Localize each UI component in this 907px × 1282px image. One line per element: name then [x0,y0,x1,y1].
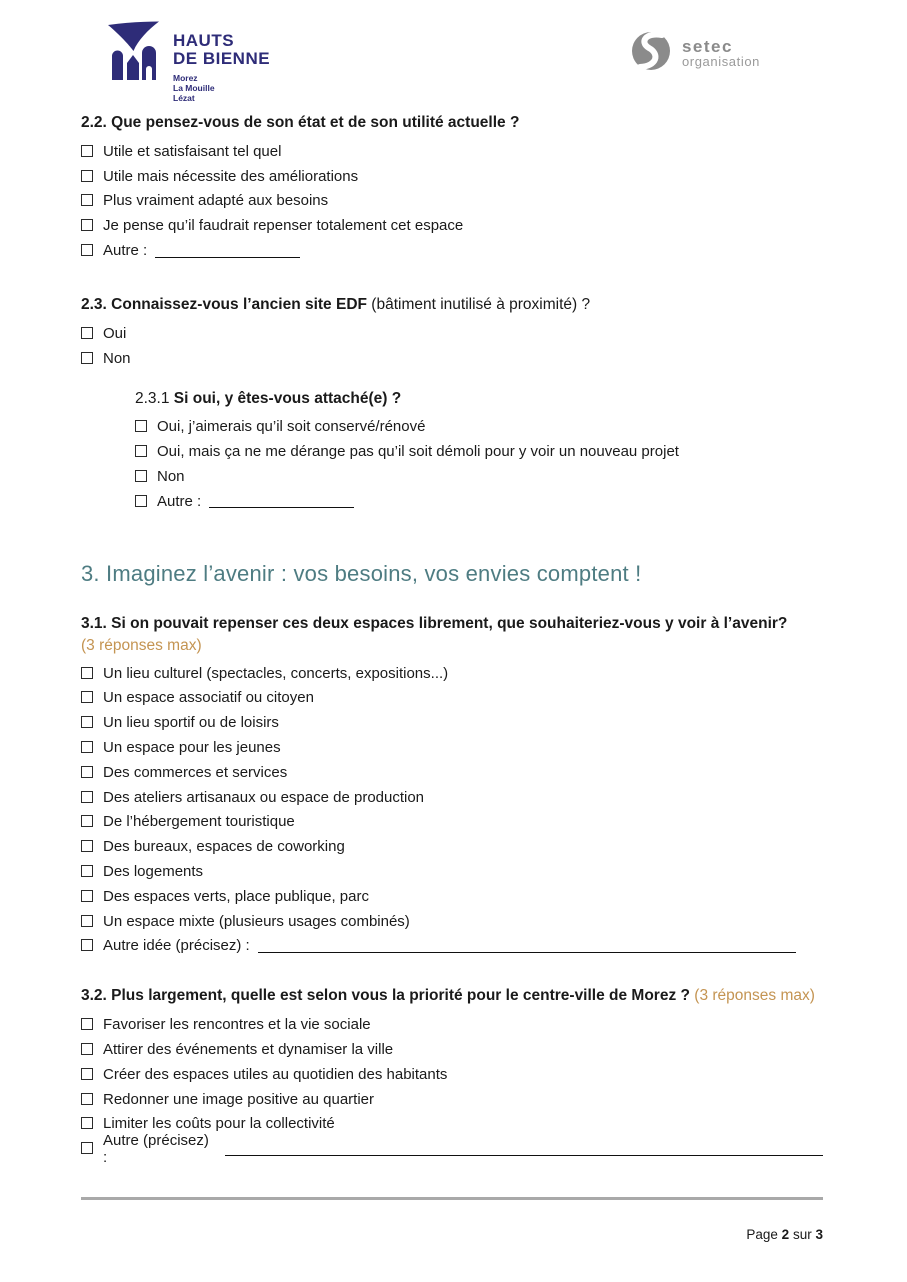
fill-in-line[interactable] [209,494,354,508]
checkbox[interactable] [81,352,93,364]
question-3-2-title: 3.2. Plus largement, quelle est selon vous la priorité pour le centre-ville de Morez ? [81,987,690,1005]
option-row [81,760,823,785]
option-label: De l’hébergement touristique [103,813,295,831]
option-label: Utile mais nécessite des améliorations [103,167,359,185]
checkbox[interactable] [135,495,147,507]
hauts-de-bienne-logo [105,20,270,103]
option-label: Non [103,349,131,367]
checkbox[interactable] [81,815,93,827]
question-3-2 [81,985,823,1166]
option-label: Non [157,468,185,486]
option-label: Plus vraiment adapté aux besoins [103,192,329,210]
checkbox[interactable] [81,766,93,778]
hauts-de-bienne-logo-icon [105,20,163,91]
option-row [81,213,823,238]
page-number-current: 2 [781,1227,790,1242]
option-label: Un espace mixte (plusieurs usages combinés) [103,912,410,930]
option-label: Des ateliers artisanaux ou espace de production [103,788,425,806]
setec-logo [630,20,760,77]
option-row [81,735,823,760]
option-row [81,834,823,859]
option-label: Un lieu culturel (spectacles, concerts, expositions...) [103,664,449,682]
question-2-3-1-number: 2.3.1 [135,389,170,407]
checkbox[interactable] [81,865,93,877]
checkbox[interactable] [81,1043,93,1055]
setec-text [681,36,760,69]
option-label: Un lieu sportif ou de loisirs [103,714,279,732]
option-label: Créer des espaces utiles au quotidien des habitants [103,1065,448,1083]
option-row [81,321,823,346]
checkbox[interactable] [81,667,93,679]
option-label: Favoriser les rencontres et la vie sociale [103,1016,371,1034]
brand-sub-la-mouille: La Mouille [173,83,215,93]
setec-logo-icon [630,30,672,77]
checkbox[interactable] [81,716,93,728]
option-row-other [135,489,823,514]
option-label: Je pense qu’il faudrait repenser totalement cet espace [103,217,464,235]
setec-subtitle: organisation [681,53,760,69]
question-3-1-title: 3.1. Si on pouvait repenser ces deux espaces librement, que souhaiteriez-vous y voir à l’avenir? [81,614,788,632]
checkbox[interactable] [81,939,93,951]
option-row [81,1087,823,1112]
fill-in-line[interactable] [258,939,796,953]
checkbox[interactable] [81,1018,93,1030]
option-row [81,1062,823,1087]
option-row [81,164,823,189]
form-content [0,112,907,1166]
question-3-1 [81,613,823,959]
option-row [81,710,823,735]
option-label: Autre (précisez) : [103,1131,209,1166]
option-label: Autre : [103,242,148,260]
option-row-other [81,1131,823,1166]
option-label: Des espaces verts, place publique, parc [103,887,369,905]
brand-text [173,20,270,103]
option-row [135,439,823,464]
checkbox[interactable] [81,327,93,339]
option-row [81,810,823,835]
option-row [81,346,823,371]
question-2-3 [81,294,823,371]
checkbox[interactable] [81,1117,93,1129]
checkbox[interactable] [81,691,93,703]
brand-name-line2: DE BIENNE [173,49,271,68]
option-label: Utile et satisfaisant tel quel [103,142,282,160]
sur-word: sur [792,1227,812,1242]
question-2-3-title-bold: 2.3. Connaissez-vous l’ancien site EDF [81,295,367,313]
question-2-3-1-title: Si oui, y êtes-vous attaché(e) ? [173,389,402,407]
fill-in-line[interactable] [155,244,300,258]
brand-name-line1: HAUTS [173,31,235,50]
question-3-2-note: (3 réponses max) [694,987,815,1005]
checkbox[interactable] [81,1093,93,1105]
checkbox[interactable] [81,890,93,902]
option-row [81,785,823,810]
page-word: Page [746,1227,778,1242]
checkbox[interactable] [81,791,93,803]
option-label: Oui [103,324,127,342]
checkbox[interactable] [135,420,147,432]
question-2-2 [81,112,823,263]
page-header [0,0,907,103]
checkbox[interactable] [81,840,93,852]
page-number [746,1227,823,1242]
question-2-2-title: 2.2. Que pensez-vous de son état et de son utilité actuelle ? [81,114,520,131]
checkbox[interactable] [81,170,93,182]
question-2-3-1 [135,388,823,514]
option-label: Attirer des événements et dynamiser la ville [103,1041,394,1059]
footer-divider [81,1197,823,1200]
option-label: Oui, j’aimerais qu’il soit conservé/rénové [157,418,426,436]
option-label: Redonner une image positive au quartier [103,1090,375,1108]
option-row [81,859,823,884]
option-label: Un espace associatif ou citoyen [103,689,314,707]
option-label: Limiter les coûts pour la collectivité [103,1115,335,1133]
option-row [135,464,823,489]
option-row [81,661,823,686]
option-label: Des logements [103,863,204,881]
option-label: Un espace pour les jeunes [103,739,281,757]
setec-name: setec [681,36,733,56]
option-label: Autre : [157,492,202,510]
option-row-other [81,238,823,263]
option-row [135,415,823,440]
checkbox[interactable] [135,470,147,482]
checkbox[interactable] [81,741,93,753]
option-row [81,189,823,214]
brand-sub-lezat: Lézat [173,93,195,103]
option-label: Des bureaux, espaces de coworking [103,838,345,856]
option-label: Des commerces et services [103,763,288,781]
option-row [81,909,823,934]
checkbox[interactable] [81,145,93,157]
checkbox[interactable] [81,194,93,206]
question-3-1-note: (3 réponses max) [81,636,202,654]
page-number-total: 3 [815,1227,823,1242]
checkbox[interactable] [81,244,93,256]
option-row-other [81,934,823,959]
brand-sub-morez: Morez [173,73,198,83]
checkbox[interactable] [81,915,93,927]
option-row [81,686,823,711]
option-row [81,139,823,164]
section-3-heading: 3. Imaginez l’avenir : vos besoins, vos envies comptent ! [81,560,642,586]
option-label: Autre idée (précisez) : [103,937,250,955]
checkbox[interactable] [81,219,93,231]
question-2-3-title-regular: (bâtiment inutilisé à proximité) ? [371,295,591,313]
option-row [81,1037,823,1062]
fill-in-line[interactable] [225,1142,823,1156]
checkbox[interactable] [81,1068,93,1080]
option-label: Oui, mais ça ne me dérange pas qu’il soit démoli pour y voir un nouveau projet [157,443,679,461]
option-row [81,884,823,909]
checkbox[interactable] [81,1142,93,1154]
option-row [81,1012,823,1037]
checkbox[interactable] [135,445,147,457]
